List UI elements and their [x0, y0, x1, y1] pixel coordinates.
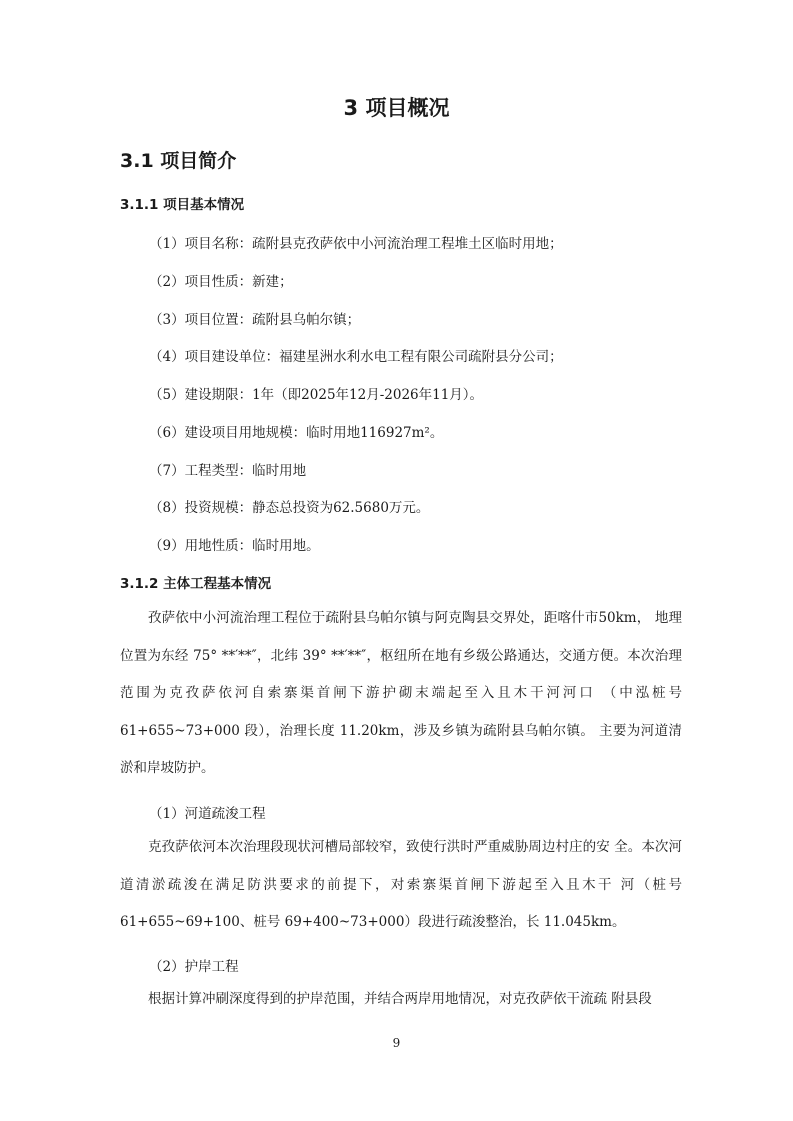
section-title: 3.1 项目简介 — [120, 150, 237, 172]
paragraph: 孜萨依中小河流治理工程位于疏附县乌帕尔镇与阿克陶县交界处，距喀什市50km， 地理位置为东经 75° **′**″，北纬 39° **′**″，枢纽所在地有乡级公路通达，交通方便。本次治理范围为克孜萨依河自索寨渠首闸下游护砌末端起至入且木干河河口 （中泓桩号 61+655~73+000 段），治理长度 11.20km，涉及乡镇为疏附县乌帕尔镇。 主要为河道清淤和岸坡防护。 — [120, 610, 682, 776]
list-item: （3）项目位置：疏附县乌帕尔镇； — [149, 312, 361, 328]
subsection-title: 3.1.1 项目基本情况 — [120, 197, 245, 213]
paragraph: 克孜萨依河本次治理段现状河槽局部较窄，致使行洪时严重威胁周边村庄的安 全。本次河道清淤疏浚在满足防洪要求的前提下，对索寨渠首闸下游起至入且木干 河（桩号 61+655~69+100、桩号 69+400~73+000）段进行疏浚整治，长 11.045km。 — [120, 839, 682, 930]
subsection-title: 3.1.2 主体工程基本情况 — [120, 576, 272, 592]
list-item: （5）建设期限：1年（即2025年12月-2026年11月）。 — [149, 387, 484, 403]
list-item: （7）工程类型：临时用地 — [149, 463, 307, 479]
list-item: （1）河道疏浚工程 — [149, 806, 266, 822]
list-item: （1）项目名称：疏附县克孜萨依中小河流治理工程堆土区临时用地； — [149, 236, 563, 252]
list-item: （2）护岸工程 — [149, 959, 239, 975]
list-item: （8）投资规模：静态总投资为62.5680万元。 — [149, 500, 430, 516]
page-number: 9 — [392, 1036, 401, 1050]
list-item: （6）建设项目用地规模：临时用地116927m²。 — [149, 425, 444, 441]
list-item: （2）项目性质：新建； — [149, 274, 293, 290]
list-item: （9）用地性质：临时用地。 — [149, 538, 320, 554]
chapter-title: 3 项目概况 — [343, 96, 450, 120]
list-item: （4）项目建设单位：福建星洲水利水电工程有限公司疏附县分公司； — [149, 349, 563, 365]
paragraph: 根据计算冲刷深度得到的护岸范围，并结合两岸用地情况，对克孜萨依干流疏 附县段 — [148, 991, 652, 1007]
